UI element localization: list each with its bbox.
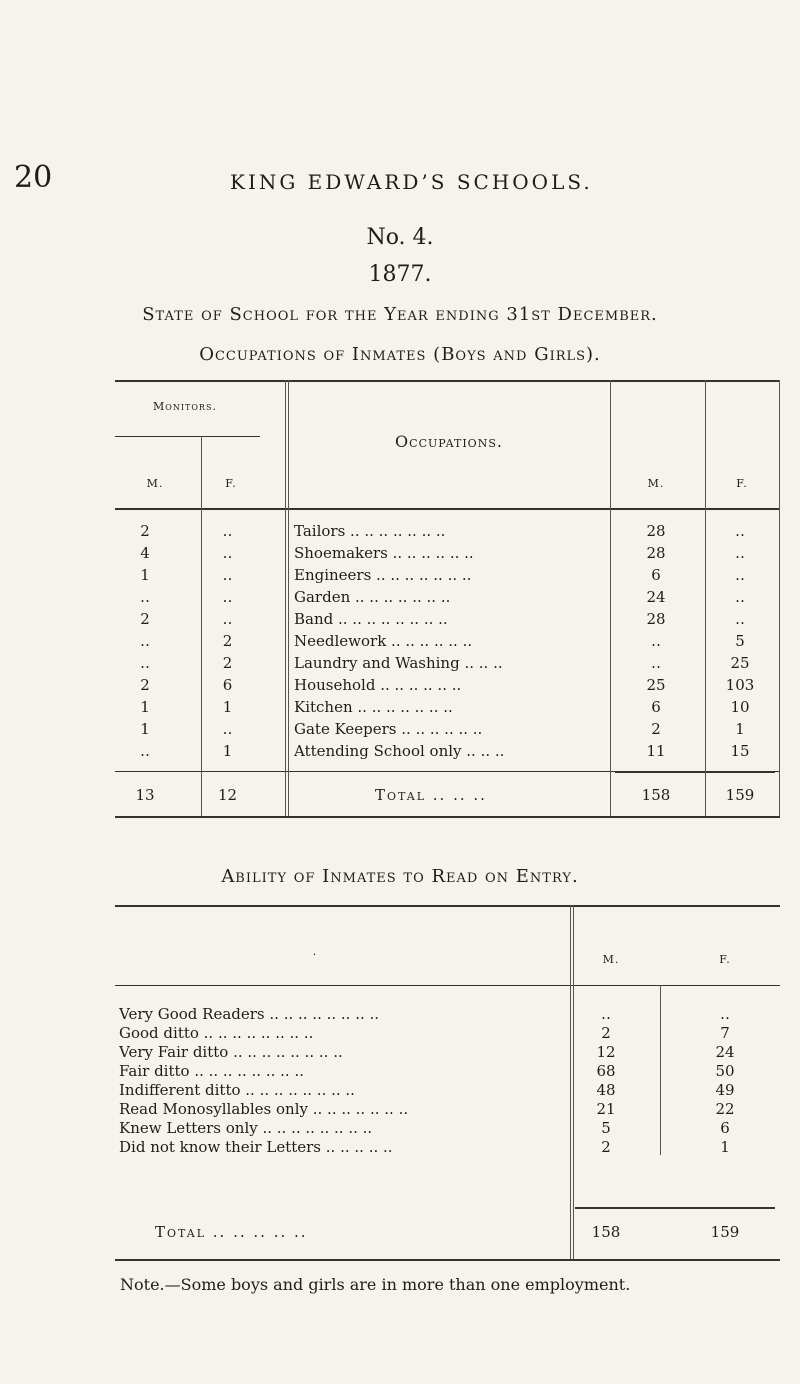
reading-m: 2 bbox=[601, 1138, 611, 1156]
reading-f: ‥ bbox=[719, 1005, 730, 1023]
table-row bbox=[115, 718, 780, 740]
monitors-m: 2 bbox=[140, 522, 150, 540]
header-monitors: Monitors. bbox=[153, 400, 217, 413]
count-m: 25 bbox=[646, 676, 666, 694]
monitors-f: 2 bbox=[222, 632, 233, 650]
monitors-f: ‥ bbox=[222, 610, 233, 628]
count-m: 24 bbox=[646, 588, 666, 606]
count-f: ‥ bbox=[734, 566, 745, 584]
monitors-m: 2 bbox=[140, 676, 150, 694]
total-row bbox=[115, 784, 780, 806]
count-m: 28 bbox=[646, 522, 666, 540]
count-m: 28 bbox=[646, 544, 666, 562]
reading-m: 5 bbox=[601, 1119, 611, 1137]
count-f: 103 bbox=[725, 676, 755, 694]
year-heading: 1877. bbox=[368, 262, 432, 287]
reading-label: Did not know their Letters .. .. .. .. .. bbox=[119, 1138, 393, 1156]
count-m: 11 bbox=[646, 742, 666, 760]
count-m: ‥ bbox=[650, 632, 661, 650]
monitors-f: ‥ bbox=[222, 544, 233, 562]
header-monitors-f: F. bbox=[225, 477, 237, 490]
monitors-f: ‥ bbox=[222, 566, 233, 584]
reading-f: 24 bbox=[715, 1043, 735, 1061]
table-row bbox=[115, 1138, 780, 1157]
footnote: Note.—Some boys and girls are in more than one employment. bbox=[120, 1275, 631, 1294]
monitors-f: 1 bbox=[222, 698, 233, 716]
total-monitors-f: 12 bbox=[217, 786, 238, 804]
reading-m: 2 bbox=[601, 1024, 611, 1042]
count-f: 15 bbox=[730, 742, 750, 760]
reading-f: 7 bbox=[720, 1024, 730, 1042]
header-monitors-m: M. bbox=[146, 477, 164, 490]
table-row bbox=[115, 1119, 780, 1138]
monitors-m: ‥ bbox=[139, 742, 150, 760]
monitors-f: ‥ bbox=[222, 522, 233, 540]
reading-f: 49 bbox=[715, 1081, 735, 1099]
reading-total-f: 159 bbox=[710, 1223, 740, 1241]
table-row bbox=[115, 542, 780, 564]
table-row bbox=[115, 1100, 780, 1119]
count-f: 10 bbox=[730, 698, 750, 716]
monitors-m: 1 bbox=[140, 720, 150, 738]
count-f: 25 bbox=[730, 654, 750, 672]
total-row bbox=[115, 1223, 780, 1242]
monitors-m: 4 bbox=[140, 544, 150, 562]
reading-f: 50 bbox=[715, 1062, 735, 1080]
count-m: 2 bbox=[651, 720, 661, 738]
count-m: 6 bbox=[651, 698, 661, 716]
monitors-f: 1 bbox=[222, 742, 233, 760]
count-m: ‥ bbox=[650, 654, 661, 672]
occupation: Household .. .. .. .. .. .. bbox=[294, 676, 462, 694]
header-total-m: M. bbox=[647, 477, 665, 490]
count-m: 28 bbox=[646, 610, 666, 628]
table-row bbox=[115, 1081, 780, 1100]
table-row bbox=[115, 652, 780, 674]
occupation: Band .. .. .. .. .. .. .. .. bbox=[294, 610, 448, 628]
reading-f: 22 bbox=[715, 1100, 735, 1118]
table-row bbox=[115, 520, 780, 542]
reading-m: 12 bbox=[596, 1043, 616, 1061]
table-row bbox=[115, 564, 780, 586]
reading-table bbox=[115, 905, 780, 1260]
corner-mark: . bbox=[312, 945, 318, 958]
count-f: ‥ bbox=[734, 544, 745, 562]
monitors-m: ‥ bbox=[139, 654, 150, 672]
monitors-f: ‥ bbox=[222, 588, 233, 606]
occupation: Engineers .. .. .. .. .. .. .. bbox=[294, 566, 472, 584]
page-number: 20 bbox=[14, 160, 53, 195]
table-row bbox=[115, 1024, 780, 1043]
reading-title: Ability of Inmates to Read on Entry. bbox=[221, 866, 579, 887]
table-row bbox=[115, 1043, 780, 1062]
count-f: ‥ bbox=[734, 588, 745, 606]
reading-label: Read Monosyllables only .. .. .. .. .. .. .. bbox=[119, 1100, 409, 1118]
reading-header-f: F. bbox=[719, 953, 731, 966]
count-m: 6 bbox=[651, 566, 661, 584]
occupation: Attending School only .. .. .. bbox=[294, 742, 505, 760]
reading-m: ‥ bbox=[600, 1005, 611, 1023]
count-f: ‥ bbox=[734, 522, 745, 540]
monitors-m: ‥ bbox=[139, 632, 150, 650]
reading-label: Fair ditto .. .. .. .. .. .. .. .. bbox=[119, 1062, 304, 1080]
header-total-f: F. bbox=[736, 477, 748, 490]
occupation: Garden .. .. .. .. .. .. .. bbox=[294, 588, 451, 606]
table-row bbox=[115, 696, 780, 718]
occupation: Shoemakers .. .. .. .. .. .. bbox=[294, 544, 474, 562]
reading-label: Very Fair ditto .. .. .. .. .. .. .. .. bbox=[119, 1043, 343, 1061]
table-row bbox=[115, 674, 780, 696]
count-f: 5 bbox=[735, 632, 745, 650]
total-monitors-m: 13 bbox=[135, 786, 155, 804]
monitors-f: 2 bbox=[222, 654, 233, 672]
occupation: Needlework .. .. .. .. .. .. bbox=[294, 632, 473, 650]
occupations-subtitle: Occupations of Inmates (Boys and Girls). bbox=[199, 344, 601, 365]
table-row bbox=[115, 608, 780, 630]
monitors-f: ‥ bbox=[222, 720, 233, 738]
monitors-m: 1 bbox=[140, 698, 150, 716]
table-row bbox=[115, 740, 780, 762]
count-f: ‥ bbox=[734, 610, 745, 628]
monitors-m: 1 bbox=[140, 566, 150, 584]
report-title: State of School for the Year ending 31st December. bbox=[142, 304, 658, 325]
reading-label: Knew Letters only .. .. .. .. .. .. .. .. bbox=[119, 1119, 373, 1137]
occupation: Gate Keepers .. .. .. .. .. .. bbox=[294, 720, 483, 738]
table-row bbox=[115, 586, 780, 608]
reading-label: Indifferent ditto .. .. .. .. .. .. .. .. bbox=[119, 1081, 355, 1099]
document-number: No. 4. bbox=[366, 225, 434, 250]
table-row bbox=[115, 630, 780, 652]
occupation: Kitchen .. .. .. .. .. .. .. bbox=[294, 698, 453, 716]
total-label: Total .. .. .. bbox=[375, 786, 487, 804]
reading-m: 21 bbox=[596, 1100, 616, 1118]
monitors-f: 6 bbox=[222, 676, 233, 694]
occupations-table bbox=[115, 380, 780, 818]
count-f: 1 bbox=[735, 720, 745, 738]
table-row bbox=[115, 1062, 780, 1081]
reading-label: Very Good Readers .. .. .. .. .. .. .. .. bbox=[119, 1005, 380, 1023]
running-head: KING EDWARD’S SCHOOLS. bbox=[230, 170, 593, 194]
reading-f: 6 bbox=[720, 1119, 730, 1137]
reading-total-m: 158 bbox=[591, 1223, 621, 1241]
reading-m: 48 bbox=[596, 1081, 616, 1099]
monitors-m: ‥ bbox=[139, 588, 150, 606]
occupation: Laundry and Washing .. .. .. bbox=[294, 654, 503, 672]
reading-label: Good ditto .. .. .. .. .. .. .. .. bbox=[119, 1024, 314, 1042]
reading-total-label: Total .. .. .. .. .. bbox=[155, 1223, 308, 1241]
total-m: 158 bbox=[641, 786, 671, 804]
reading-header-m: M. bbox=[602, 953, 620, 966]
monitors-m: 2 bbox=[140, 610, 150, 628]
reading-f: 1 bbox=[720, 1138, 730, 1156]
reading-m: 68 bbox=[596, 1062, 616, 1080]
occupation: Tailors .. .. .. .. .. .. .. bbox=[294, 522, 446, 540]
table-row bbox=[115, 1005, 780, 1024]
total-f: 159 bbox=[725, 786, 755, 804]
header-occupations: Occupations. bbox=[395, 432, 503, 451]
